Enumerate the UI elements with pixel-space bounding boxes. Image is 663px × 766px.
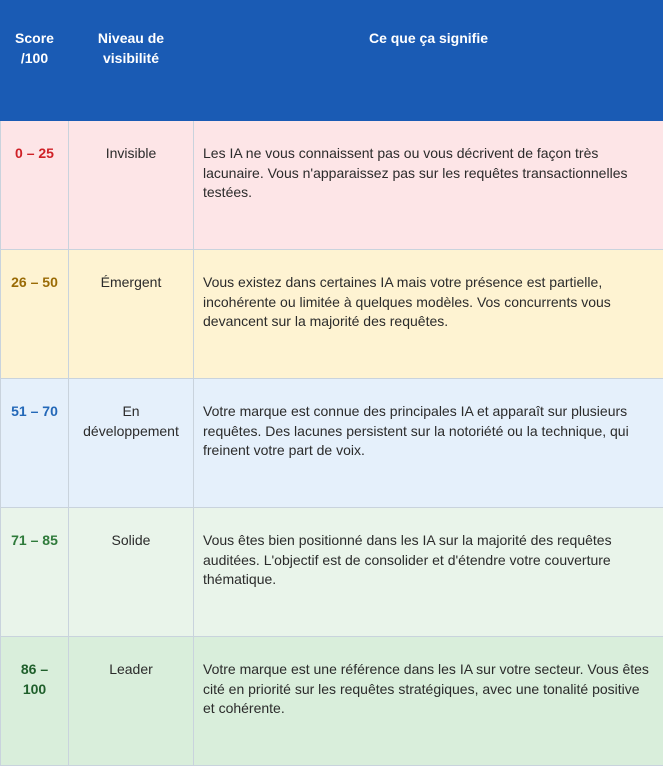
score-range: 86 – 100 (1, 637, 69, 766)
header-level: Niveau de visibilité (69, 1, 194, 121)
level-description: Les IA ne vous connaissent pas ou vous décrivent de façon très lacunaire. Vous n'apparaissez pas sur les requêtes transactionnelles testées. (194, 121, 663, 250)
header-score: Score /100 (1, 1, 69, 121)
score-range: 26 – 50 (1, 250, 69, 379)
score-range: 0 – 25 (1, 121, 69, 250)
table-row (1, 379, 663, 508)
score-range: 71 – 85 (1, 508, 69, 637)
table-row (1, 250, 663, 379)
header-meaning: Ce que ça signifie (194, 1, 663, 121)
visibility-level: Invisible (69, 121, 194, 250)
level-description: Votre marque est une référence dans les IA sur votre secteur. Vous êtes cité en priorité sur les requêtes stratégiques, avec une tonalité positive et cohérente. (194, 637, 663, 766)
level-description: Votre marque est connue des principales IA et apparaît sur plusieurs requêtes. Des lacunes persistent sur la notoriété ou la technique, qui freinent votre part de voix. (194, 379, 663, 508)
level-description: Vous existez dans certaines IA mais votre présence est partielle, incohérente ou limitée à quelques modèles. Vos concurrents vous devancent sur la majorité des requêtes. (194, 250, 663, 379)
visibility-level: Solide (69, 508, 194, 637)
visibility-level: En développement (69, 379, 194, 508)
score-range: 51 – 70 (1, 379, 69, 508)
table-row (1, 637, 663, 766)
level-description: Vous êtes bien positionné dans les IA sur la majorité des requêtes auditées. L'objectif est de consolider et d'étendre votre couverture thématique. (194, 508, 663, 637)
table-row (1, 121, 663, 250)
table-header-row (1, 1, 663, 121)
visibility-level: Leader (69, 637, 194, 766)
visibility-level: Émergent (69, 250, 194, 379)
table-row (1, 508, 663, 637)
